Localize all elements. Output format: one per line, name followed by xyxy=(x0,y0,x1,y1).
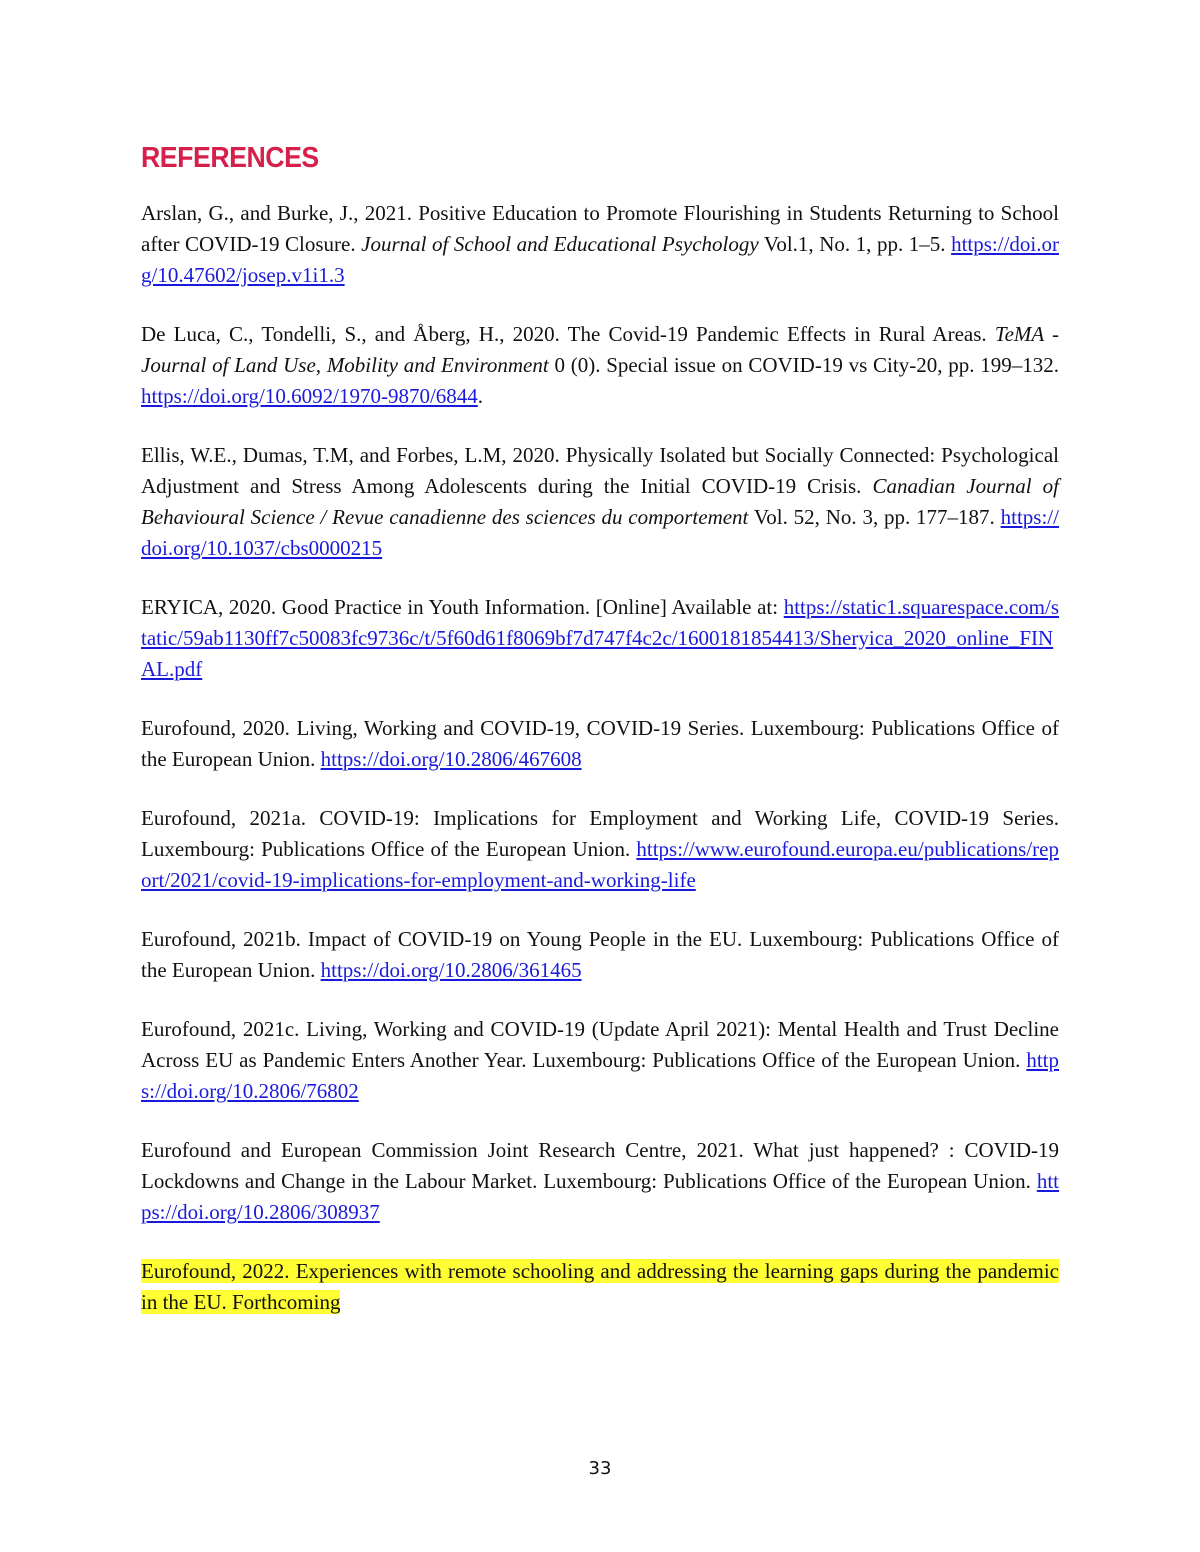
reference-list xyxy=(141,198,1059,1346)
reference-text: Eurofound, 2021c. Living, Working and COVID-19 (Update April 2021): Mental Health and Trust Decline Across EU as Pandemic Enters Another Year. Luxembourg: Publications Office of the European Union. xyxy=(141,1017,1059,1072)
reference-link[interactable]: https://doi.org/10.2806/361465 xyxy=(320,958,582,982)
reference-eurofound-jrc-2021 xyxy=(141,1135,1059,1228)
reference-text: Eurofound, 2021b. Impact of COVID-19 on Young People in the EU. Luxembourg: Publications Office of the European Union. xyxy=(141,927,1059,982)
reference-text: Eurofound, 2020. Living, Working and COVID-19, COVID-19 Series. Luxembourg: Publications Office of the European Union. xyxy=(141,716,1059,771)
reference-details: Vol.1, No. 1, pp. 1–5. xyxy=(758,232,952,256)
reference-arslan xyxy=(141,198,1059,291)
reference-de-luca xyxy=(141,319,1059,412)
reference-journal: Journal of School and Educational Psychology xyxy=(361,232,759,256)
reference-eurofound-2022 xyxy=(141,1256,1059,1318)
reference-details: 0 (0). Special issue on COVID-19 vs City-20, pp. 199–132. xyxy=(548,353,1059,377)
reference-text: Eurofound, 2021a. COVID-19: Implications for Employment and Working Life, COVID-19 Series. Luxembourg: Publications Office of the European Union. xyxy=(141,806,1059,861)
reference-text: Ellis, W.E., Dumas, T.M, and Forbes, L.M, 2020. Physically Isolated but Socially Connected: Psychological Adjustment and Stress Among Adolescents during the Initial COVID-19 Crisis. xyxy=(141,443,1059,498)
reference-journal: TeMA - Journal of Land Use, Mobility and Environment xyxy=(141,322,1059,377)
page-number: 33 xyxy=(588,1458,612,1479)
reference-tail: . xyxy=(477,384,484,408)
reference-eurofound-2021b xyxy=(141,924,1059,986)
reference-link[interactable]: https://doi.org/10.2806/76802 xyxy=(141,1048,1059,1103)
reference-link[interactable]: https://www.eurofound.europa.eu/publications/report/2021/covid-19-implications-for-employment-and-working-life xyxy=(141,837,1059,892)
reference-text: Arslan, G., and Burke, J., 2021. Positive Education to Promote Flourishing in Students Returning to School after COVID-19 Closure. xyxy=(141,201,1059,256)
reference-link[interactable]: https://doi.org/10.2806/467608 xyxy=(320,747,582,771)
page-heading: REFERENCES xyxy=(141,142,319,174)
reference-journal: Canadian Journal of Behavioural Science / Revue canadienne des sciences du comportement xyxy=(141,474,1059,529)
reference-eurofound-2021a xyxy=(141,803,1059,896)
highlighted-reference-text: Eurofound, 2022. Experiences with remote schooling and addressing the learning gaps during the pandemic in the EU. Forthcoming xyxy=(141,1259,1059,1314)
reference-link[interactable]: https://doi.org/10.6092/1970-9870/6844 xyxy=(141,384,478,408)
reference-details: Vol. 52, No. 3, pp. 177–187. xyxy=(748,505,1001,529)
reference-eurofound-2021c xyxy=(141,1014,1059,1107)
reference-link[interactable]: https://doi.org/10.1037/cbs0000215 xyxy=(141,505,1059,560)
reference-link[interactable]: https://static1.squarespace.com/static/59ab1130ff7c50083fc9736c/t/5f60d61f8069bf7d747f4c2c/1600181854413/Sheryica_2020_online_FINAL.pdf xyxy=(141,595,1059,681)
reference-text: De Luca, C., Tondelli, S., and Åberg, H., 2020. The Covid-19 Pandemic Effects in Rural Areas. xyxy=(141,322,995,346)
reference-eurofound-2020 xyxy=(141,713,1059,775)
reference-eryica xyxy=(141,592,1059,685)
reference-text: Eurofound and European Commission Joint Research Centre, 2021. What just happened? : COVID-19 Lockdowns and Change in the Labour Market. Luxembourg: Publications Office of the European Union. xyxy=(141,1138,1059,1193)
reference-ellis xyxy=(141,440,1059,564)
reference-link[interactable]: https://doi.org/10.47602/josep.v1i1.3 xyxy=(141,232,1059,287)
reference-text: ERYICA, 2020. Good Practice in Youth Information. [Online] Available at: xyxy=(141,595,784,619)
reference-link[interactable]: https://doi.org/10.2806/308937 xyxy=(141,1169,1059,1224)
